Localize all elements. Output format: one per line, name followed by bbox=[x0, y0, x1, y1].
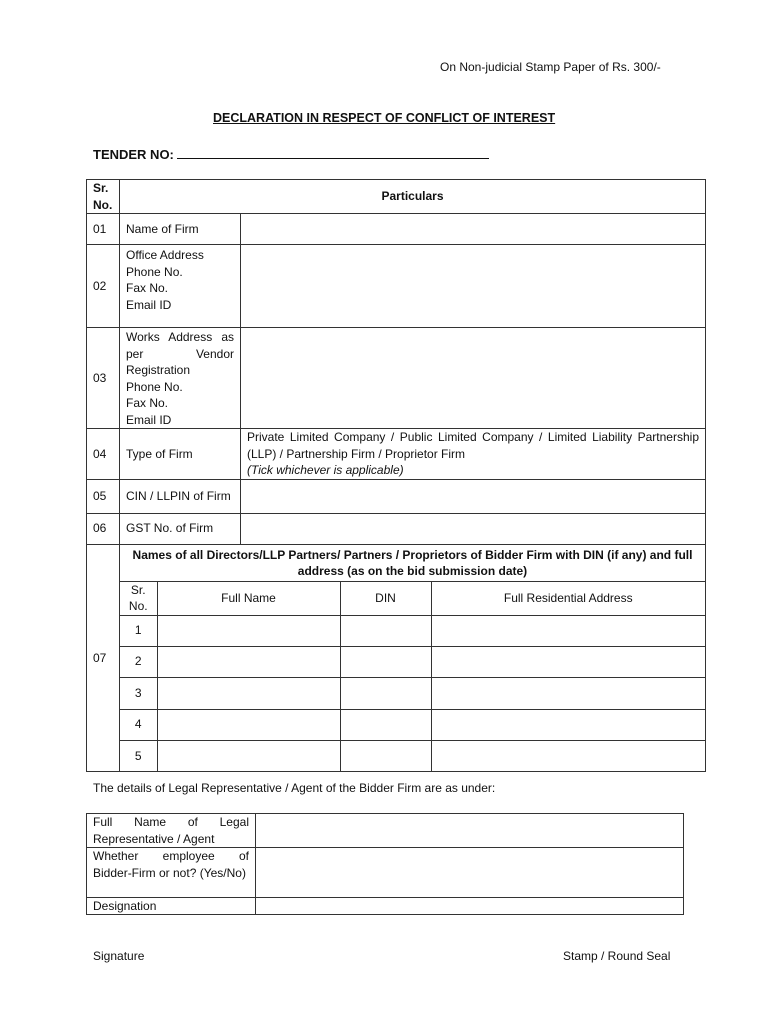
director-din-input[interactable] bbox=[340, 615, 431, 646]
row-label: Type of Firm bbox=[120, 429, 241, 480]
director-name-input[interactable] bbox=[157, 615, 340, 646]
director-din-input[interactable] bbox=[340, 646, 431, 677]
directors-sr-header: Sr. No. bbox=[120, 581, 157, 615]
director-row bbox=[120, 740, 705, 771]
row-label: Designation bbox=[87, 898, 256, 915]
sr-no-header: Sr. No. bbox=[87, 180, 120, 214]
director-sr: 3 bbox=[120, 677, 157, 709]
director-address-input[interactable] bbox=[431, 615, 705, 646]
label-line: Email ID bbox=[126, 297, 172, 312]
employee-status-input[interactable] bbox=[256, 848, 684, 898]
label-line: Works Address as per Vendor Registration bbox=[126, 330, 234, 377]
firm-type-options[interactable] bbox=[241, 429, 706, 480]
table-row bbox=[87, 214, 706, 245]
works-address-input[interactable] bbox=[241, 328, 706, 429]
gst-input[interactable] bbox=[241, 513, 706, 544]
legal-representative-intro: The details of Legal Representative / Agent of the Bidder Firm are as under: bbox=[93, 781, 496, 795]
full-name-header: Full Name bbox=[157, 581, 340, 615]
director-address-input[interactable] bbox=[431, 740, 705, 771]
director-name-input[interactable] bbox=[157, 646, 340, 677]
stamp-paper-note: On Non-judicial Stamp Paper of Rs. 300/- bbox=[440, 60, 661, 74]
row-label: Full Name of Legal Representative / Agent bbox=[87, 814, 256, 848]
office-address-input[interactable] bbox=[241, 245, 706, 328]
label-line: Office Address bbox=[126, 248, 204, 262]
cin-llpin-input[interactable] bbox=[241, 479, 706, 513]
address-header: Full Residential Address bbox=[431, 581, 705, 615]
label-line: Phone No. bbox=[126, 379, 183, 394]
director-sr: 5 bbox=[120, 740, 157, 771]
directors-row bbox=[87, 544, 706, 772]
label-line: Fax No. bbox=[126, 396, 169, 410]
table-row bbox=[87, 848, 684, 898]
director-sr: 1 bbox=[120, 615, 157, 646]
firm-name-input[interactable] bbox=[241, 214, 706, 245]
table-row bbox=[87, 814, 684, 848]
label-line: Fax No. bbox=[126, 281, 169, 295]
director-din-input[interactable] bbox=[340, 709, 431, 740]
director-name-input[interactable] bbox=[157, 677, 340, 709]
row-label: Name of Firm bbox=[120, 214, 241, 245]
row-label bbox=[120, 245, 241, 328]
table-row bbox=[87, 479, 706, 513]
particulars-table bbox=[86, 179, 706, 772]
label-line: Phone No. bbox=[126, 264, 183, 279]
row-label bbox=[120, 328, 241, 429]
sr-cell: 03 bbox=[87, 328, 120, 429]
table-row bbox=[87, 898, 684, 915]
row-label: CIN / LLPIN of Firm bbox=[120, 479, 241, 513]
director-row bbox=[120, 615, 705, 646]
row-label: Whether employee of Bidder-Firm or not? (Yes/No) bbox=[87, 848, 256, 898]
legal-name-input[interactable] bbox=[256, 814, 684, 848]
particulars-header: Particulars bbox=[120, 180, 706, 214]
firm-type-note: (Tick whichever is applicable) bbox=[247, 463, 404, 477]
director-row bbox=[120, 677, 705, 709]
director-name-input[interactable] bbox=[157, 740, 340, 771]
directors-heading: Names of all Directors/LLP Partners/ Partners / Proprietors of Bidder Firm with DIN (if any) and full address (as on the bid submission date) bbox=[132, 547, 693, 578]
director-sr: 2 bbox=[120, 646, 157, 677]
label-line: Email ID bbox=[126, 412, 172, 427]
sr-cell: 04 bbox=[87, 429, 120, 480]
table-row bbox=[87, 328, 706, 429]
sr-cell: 02 bbox=[87, 245, 120, 328]
director-din-input[interactable] bbox=[340, 740, 431, 771]
sr-cell: 05 bbox=[87, 479, 120, 513]
director-name-input[interactable] bbox=[157, 709, 340, 740]
sr-cell: 01 bbox=[87, 214, 120, 245]
director-row bbox=[120, 709, 705, 740]
directors-cell bbox=[120, 544, 706, 772]
tender-label: TENDER NO: bbox=[93, 147, 174, 162]
designation-input[interactable] bbox=[256, 898, 684, 915]
sr-cell: 07 bbox=[87, 544, 120, 772]
signature-label: Signature bbox=[93, 949, 145, 963]
sr-cell: 06 bbox=[87, 513, 120, 544]
firm-type-text: Private Limited Company / Public Limited Company / Limited Liability Partnership (LLP) / Partnership Firm / Proprietor Firm bbox=[247, 430, 699, 461]
tender-number-field bbox=[93, 147, 489, 162]
din-header: DIN bbox=[340, 581, 431, 615]
row-label: GST No. of Firm bbox=[120, 513, 241, 544]
director-row bbox=[120, 646, 705, 677]
legal-representative-table bbox=[86, 813, 684, 915]
director-sr: 4 bbox=[120, 709, 157, 740]
stamp-seal-label: Stamp / Round Seal bbox=[563, 949, 671, 963]
director-address-input[interactable] bbox=[431, 646, 705, 677]
director-address-input[interactable] bbox=[431, 677, 705, 709]
director-din-input[interactable] bbox=[340, 677, 431, 709]
page-title: DECLARATION IN RESPECT OF CONFLICT OF INTEREST bbox=[213, 111, 556, 125]
table-row bbox=[87, 245, 706, 328]
table-row bbox=[87, 429, 706, 480]
director-address-input[interactable] bbox=[431, 709, 705, 740]
tender-blank-line[interactable] bbox=[177, 148, 489, 159]
directors-table bbox=[120, 581, 705, 772]
table-row bbox=[87, 513, 706, 544]
